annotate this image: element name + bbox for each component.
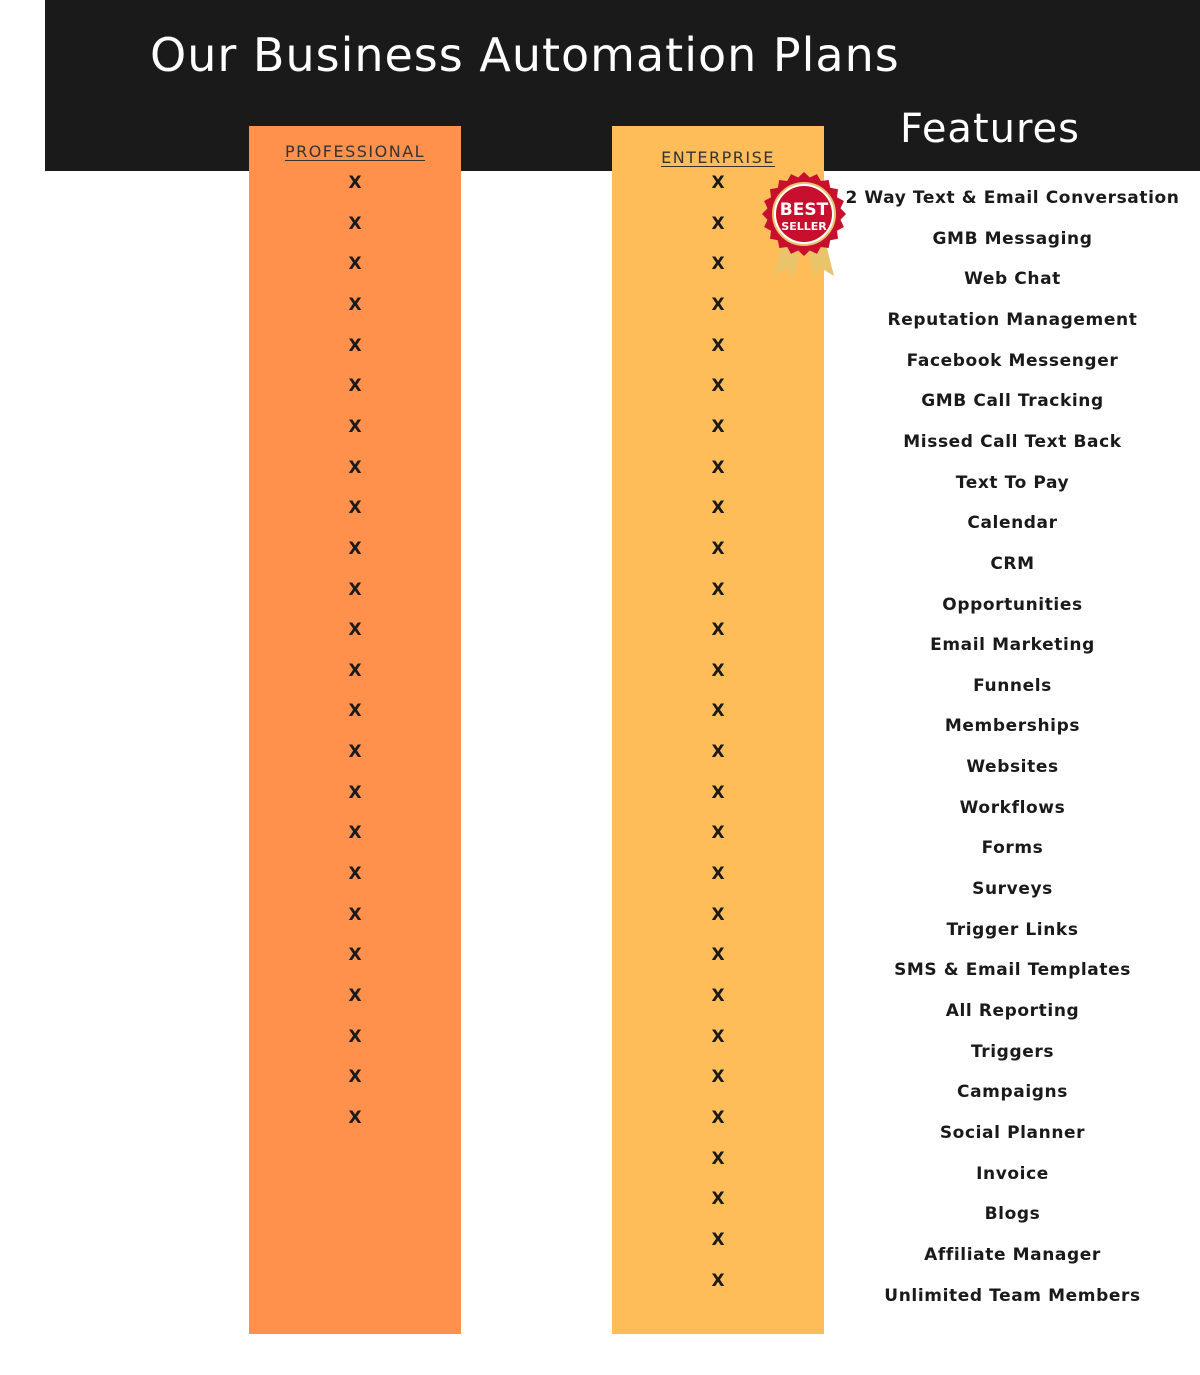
plan-label-professional: PROFESSIONAL <box>284 142 426 161</box>
check-mark-pro-21: X <box>348 986 362 1006</box>
check-mark-pro-14: X <box>348 701 362 722</box>
check-mark-pro-15: X <box>348 742 362 763</box>
feature-item: Facebook Messenger <box>906 350 1119 371</box>
badge-text-line1: BEST <box>779 200 829 220</box>
check-mark-ent-13: X <box>711 660 725 681</box>
feature-item: Unlimited Team Members <box>884 1285 1141 1306</box>
check-mark-pro-6: X <box>348 376 362 397</box>
check-mark-ent-17: X <box>711 823 725 844</box>
check-mark-pro-16: X <box>348 782 362 803</box>
check-mark-pro-5: X <box>348 335 362 356</box>
check-mark-ent-3: X <box>711 254 725 275</box>
check-mark-ent-27: X <box>711 1229 725 1250</box>
feature-item: CRM <box>990 553 1035 574</box>
check-mark-ent-1: X <box>711 173 725 193</box>
feature-item: Workflows <box>959 797 1066 818</box>
page-title: Our Business Automation Plans <box>150 28 900 82</box>
check-mark-ent-19: X <box>711 904 725 925</box>
features-title: Features <box>900 106 1080 152</box>
check-mark-ent-28: X <box>711 1270 725 1291</box>
best-seller-badge-icon <box>760 172 848 280</box>
check-mark-pro-24: X <box>348 1107 362 1128</box>
check-mark-pro-13: X <box>348 660 362 681</box>
check-mark-ent-2: X <box>711 213 725 234</box>
check-mark-ent-23: X <box>711 1067 725 1088</box>
check-mark-pro-3: X <box>348 254 362 275</box>
check-mark-ent-15: X <box>711 742 725 763</box>
check-mark-ent-8: X <box>711 457 725 478</box>
feature-item: Invoice <box>976 1163 1049 1184</box>
feature-item: Triggers <box>970 1041 1055 1062</box>
feature-item: Missed Call Text Back <box>903 431 1122 452</box>
check-mark-ent-16: X <box>711 782 725 803</box>
check-mark-pro-17: X <box>348 823 362 844</box>
check-mark-pro-11: X <box>348 579 362 600</box>
feature-item: Memberships <box>944 716 1081 737</box>
feature-item: GMB Messaging <box>932 228 1093 249</box>
check-mark-pro-1: X <box>348 173 362 193</box>
plan-column-professional <box>249 126 461 1334</box>
feature-item: Calendar <box>967 513 1058 534</box>
check-mark-ent-6: X <box>711 376 725 397</box>
check-mark-pro-2: X <box>348 213 362 234</box>
check-mark-pro-7: X <box>348 416 362 437</box>
feature-item: Opportunities <box>942 594 1083 615</box>
check-mark-pro-10: X <box>348 538 362 559</box>
plan-column-enterprise <box>612 126 824 1334</box>
check-mark-ent-24: X <box>711 1107 725 1128</box>
plan-label-enterprise: ENTERPRISE <box>661 148 775 167</box>
check-mark-ent-11: X <box>711 579 725 600</box>
feature-item: Websites <box>966 757 1059 778</box>
badge-text-line2: SELLER <box>781 220 827 233</box>
feature-item: Forms <box>981 838 1044 859</box>
check-mark-pro-9: X <box>348 498 362 519</box>
check-mark-pro-8: X <box>348 457 362 478</box>
check-mark-pro-12: X <box>348 620 362 641</box>
check-mark-ent-22: X <box>711 1026 725 1047</box>
check-mark-ent-4: X <box>711 294 725 315</box>
check-mark-ent-26: X <box>711 1189 725 1210</box>
feature-item: Funnels <box>973 675 1052 696</box>
feature-item: Affiliate Manager <box>924 1244 1101 1265</box>
feature-item: Web Chat <box>964 269 1061 290</box>
check-mark-pro-20: X <box>348 945 362 966</box>
feature-item: Surveys <box>972 879 1053 900</box>
feature-item: SMS & Email Templates <box>894 960 1131 981</box>
feature-item: GMB Call Tracking <box>921 391 1104 412</box>
check-mark-pro-23: X <box>348 1067 362 1088</box>
check-mark-ent-5: X <box>711 335 725 356</box>
check-mark-pro-22: X <box>348 1026 362 1047</box>
check-mark-ent-12: X <box>711 620 725 641</box>
check-mark-ent-7: X <box>711 416 725 437</box>
feature-item: Reputation Management <box>887 309 1138 330</box>
check-mark-ent-10: X <box>711 538 725 559</box>
check-mark-pro-4: X <box>348 294 362 315</box>
check-mark-ent-25: X <box>711 1148 725 1169</box>
check-mark-ent-14: X <box>711 701 725 722</box>
feature-item: All Reporting <box>945 1001 1080 1021</box>
check-mark-pro-19: X <box>348 904 362 925</box>
check-mark-pro-18: X <box>348 864 362 885</box>
check-mark-ent-20: X <box>711 945 725 966</box>
check-mark-ent-21: X <box>711 986 725 1006</box>
feature-item: Campaigns <box>957 1082 1068 1103</box>
check-mark-ent-18: X <box>711 864 725 885</box>
feature-item: Trigger Links <box>946 919 1079 940</box>
feature-item: Text To Pay <box>955 472 1070 493</box>
check-mark-ent-9: X <box>711 498 725 519</box>
feature-item: Email Marketing <box>930 635 1095 656</box>
feature-item: Blogs <box>984 1204 1041 1225</box>
feature-item: Social Planner <box>939 1122 1086 1143</box>
feature-item: 2 Way Text & Email Conversation <box>845 188 1180 208</box>
